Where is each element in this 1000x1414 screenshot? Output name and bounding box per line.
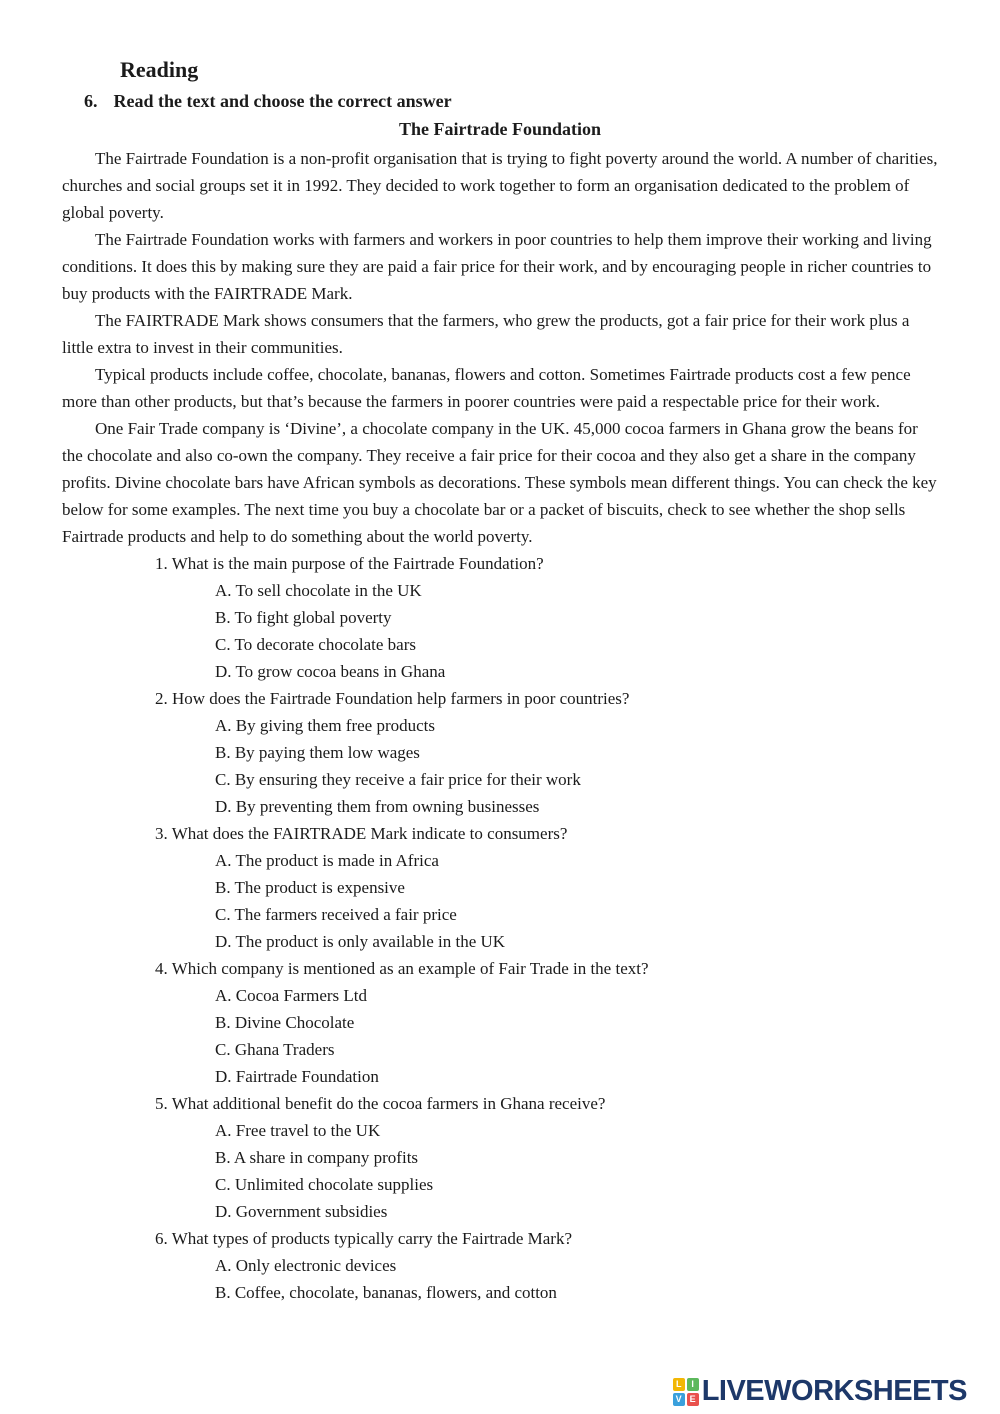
answer-option[interactable]: A. Only electronic devices [215,1256,397,1275]
question-1 [155,550,938,685]
question-6 [155,1225,938,1306]
question-3 [155,820,938,955]
answer-option[interactable]: A. To sell chocolate in the UK [215,581,422,600]
passage-paragraph: One Fair Trade company is ‘Divine’, a chocolate company in the UK. 45,000 cocoa farmers in Ghana grow the beans for the chocolate and also co-own the company. They receive a fair price for their cocoa and they also get a share in the company profits. Divine chocolate bars have African symbols as decorations. These symbols mean different things. You can check the key below for some examples. The next time you buy a chocolate bar or a packet of biscuits, check to see whether the shop sells Fairtrade products and help to do something about the world poverty. [62,419,937,546]
task-instruction: Read the text and choose the correct answer [113,91,452,111]
liveworksheets-icon [673,1378,699,1406]
questions-list [155,550,938,1306]
answer-option[interactable]: A. Free travel to the UK [215,1121,381,1140]
answer-option[interactable]: B. A share in company profits [215,1148,419,1167]
logo-tile-i: I [687,1378,699,1391]
answer-option[interactable]: B. To fight global poverty [215,608,392,627]
section-title: Reading [120,57,199,82]
logo-tile-l: L [673,1378,685,1391]
liveworksheets-wordmark: LIVEWORKSHEETS [701,1375,967,1407]
answer-option[interactable]: A. The product is made in Africa [215,851,439,870]
answer-option[interactable]: C. To decorate chocolate bars [215,635,416,654]
question-2 [155,685,938,820]
question-4 [155,955,938,1090]
answer-option[interactable]: D. Government subsidies [215,1202,388,1221]
answer-option[interactable]: B. Coffee, chocolate, bananas, flowers, and cotton [215,1283,557,1302]
answer-option[interactable]: A. Cocoa Farmers Ltd [215,986,368,1005]
answer-option[interactable]: D. Fairtrade Foundation [215,1067,379,1086]
question-5 [155,1090,938,1225]
question-text: 6. What types of products typically carry the Fairtrade Mark? [155,1229,572,1248]
question-text: 5. What additional benefit do the cocoa farmers in Ghana receive? [155,1094,606,1113]
passage-paragraph: Typical products include coffee, chocolate, bananas, flowers and cotton. Sometimes Fairtrade products cost a few pence more than other products, but that’s because the farmers in poorer countries were paid a respectable price for their work. [62,365,911,411]
logo-tile-e: E [687,1393,699,1406]
task-line [84,88,938,114]
question-text: 1. What is the main purpose of the Fairtrade Foundation? [155,554,544,573]
logo-tile-v: V [673,1393,685,1406]
answer-option[interactable]: A. By giving them free products [215,716,436,735]
passage-paragraph: The FAIRTRADE Mark shows consumers that the farmers, who grew the products, got a fair price for their work plus a little extra to invest in their communities. [62,311,910,357]
answer-option[interactable]: C. Unlimited chocolate supplies [215,1175,434,1194]
reading-passage [62,145,938,550]
answer-option[interactable]: B. The product is expensive [215,878,405,897]
answer-option[interactable]: B. By paying them low wages [215,743,420,762]
answer-option[interactable]: B. Divine Chocolate [215,1013,355,1032]
question-text: 3. What does the FAIRTRADE Mark indicate to consumers? [155,824,568,843]
passage-paragraph: The Fairtrade Foundation works with farmers and workers in poor countries to help them improve their working and living conditions. It does this by making sure they are paid a fair price for their work, and by encouraging people in richer countries to buy products with the FAIRTRADE Mark. [62,230,932,303]
answer-option[interactable]: D. The product is only available in the UK [215,932,506,951]
question-text: 4. Which company is mentioned as an example of Fair Trade in the text? [155,959,649,978]
answer-option[interactable]: C. The farmers received a fair price [215,905,457,924]
answer-option[interactable]: D. By preventing them from owning businesses [215,797,540,816]
passage-title: The Fairtrade Foundation [398,119,601,139]
passage-paragraph: The Fairtrade Foundation is a non-profit organisation that is trying to fight poverty around the world. A number of charities, churches and social groups set it in 1992. They decided to work together to form an organisation dedicated to the problem of global poverty. [62,149,938,222]
answer-option[interactable]: C. By ensuring they receive a fair price for their work [215,770,581,789]
answer-option[interactable]: C. Ghana Traders [215,1040,335,1059]
liveworksheets-logo [673,1377,967,1406]
answer-option[interactable]: D. To grow cocoa beans in Ghana [215,662,446,681]
task-number: 6. [84,91,98,111]
question-text: 2. How does the Fairtrade Foundation help farmers in poor countries? [155,689,630,708]
